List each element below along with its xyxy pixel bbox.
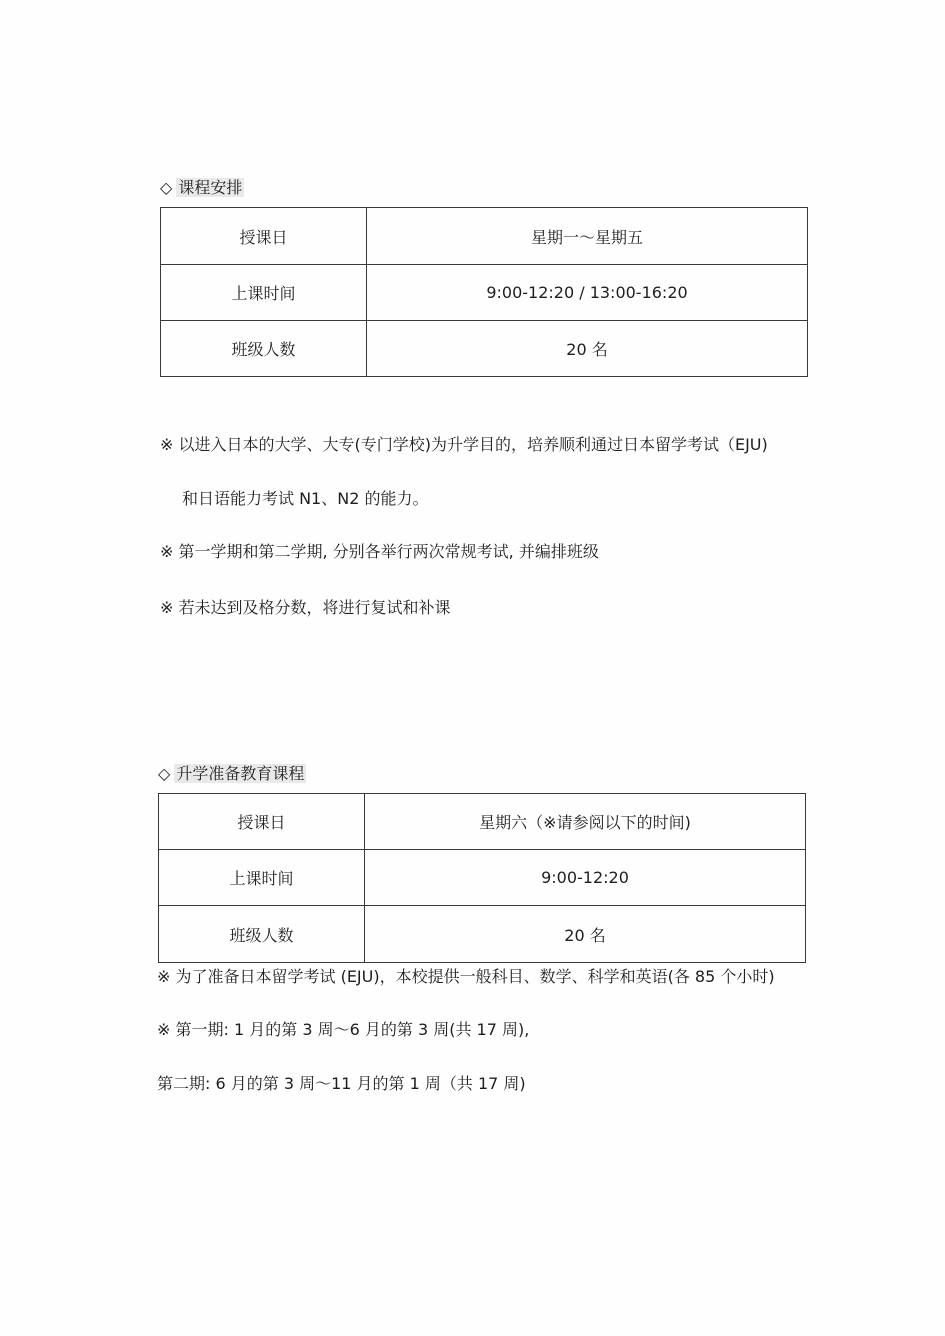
note-eju-subjects: ※ 为了准备日本留学考试 (EJU)，本校提供一般科目、数学、科学和英语(各 85 个小时) [157,967,775,986]
note-first-term: ※ 第一期: 1 月的第 3 周～6 月的第 3 周(共 17 周), [157,1020,530,1039]
table-row [161,265,808,321]
section-heading-course-schedule [160,177,244,199]
row-value: 9:00-12:20 [365,850,806,906]
note-eju-goal-continued: 和日语能力考试 N1、N2 的能力。 [182,489,429,508]
row-label: 上课时间 [159,850,365,906]
row-label: 班级人数 [159,906,365,963]
table-row [159,794,806,850]
row-value: 20 名 [367,321,808,377]
course-schedule-table [160,207,808,377]
table-row [159,906,806,963]
row-label: 上课时间 [161,265,367,321]
section-title: 课程安排 [178,178,243,197]
row-label: 班级人数 [161,321,367,377]
row-value: 星期六（※请参阅以下的时间) [365,794,806,850]
section-heading-prep-course [158,763,306,785]
table-row [159,850,806,906]
row-label: 授课日 [161,208,367,265]
note-eju-goal: ※ 以进入日本的大学、大专(专门学校)为升学目的，培养顺利通过日本留学考试（EJU) [160,435,768,454]
table-row [161,208,808,265]
note-second-term: 第二期: 6 月的第 3 周～11 月的第 1 周（共 17 周) [157,1074,526,1093]
section-title: 升学准备教育课程 [176,764,305,783]
row-value: 20 名 [365,906,806,963]
diamond-icon: ◇ [158,764,171,783]
row-label: 授课日 [159,794,365,850]
table-row [161,321,808,377]
row-value: 9:00-12:20 / 13:00-16:20 [367,265,808,321]
note-regular-exams: ※ 第一学期和第二学期, 分别各举行两次常规考试, 并编排班级 [160,542,599,561]
prep-course-table [158,793,806,963]
note-retest: ※ 若未达到及格分数，将进行复试和补课 [160,598,451,617]
row-value: 星期一～星期五 [367,208,808,265]
diamond-icon: ◇ [160,178,173,197]
